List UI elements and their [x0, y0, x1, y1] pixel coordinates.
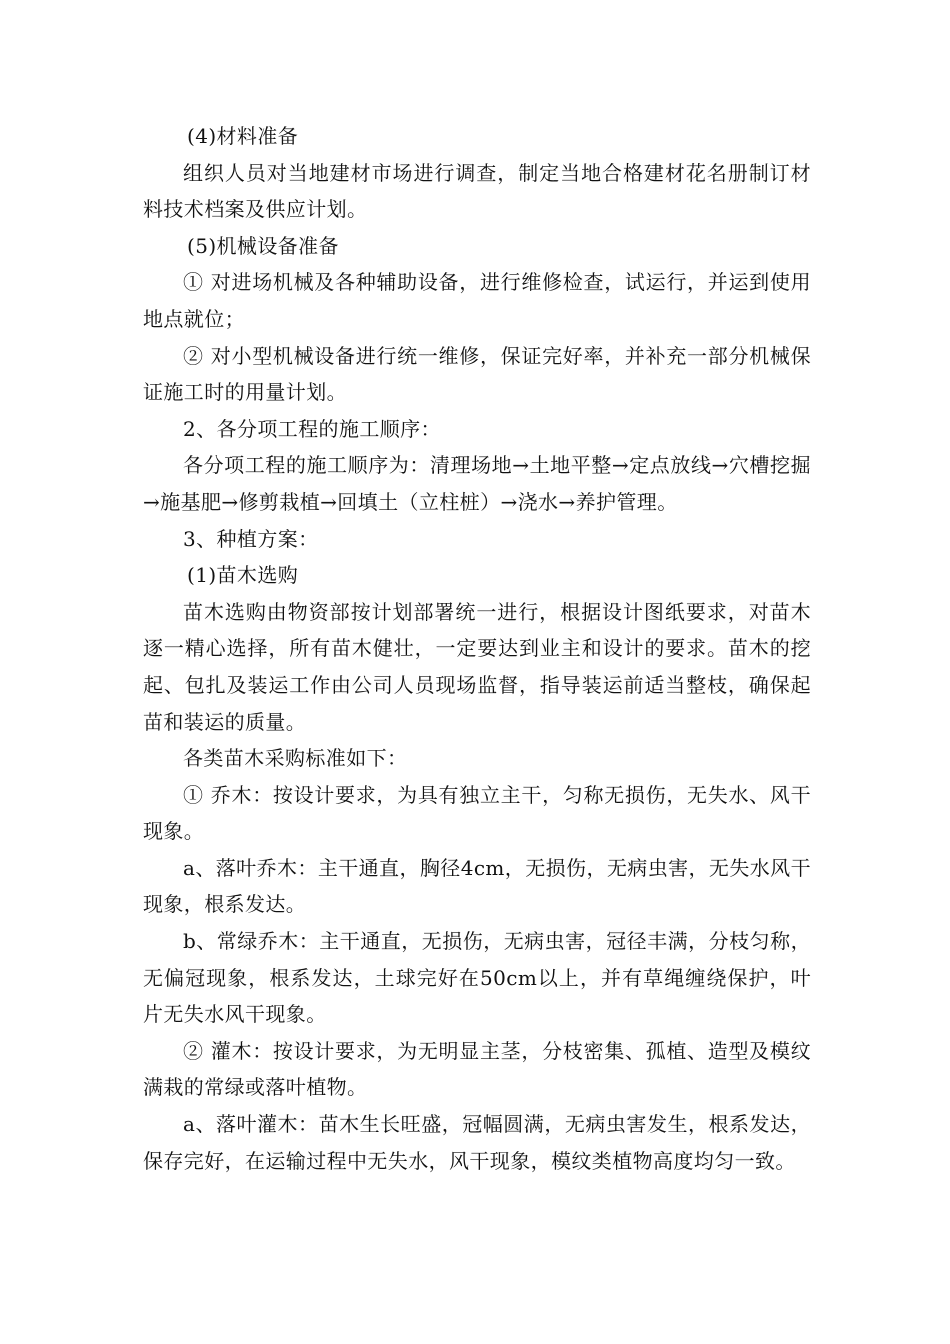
heading-planting-plan: 3、种植方案：	[183, 526, 319, 551]
document-body	[143, 118, 811, 1179]
heading-construction-sequence: 2、各分项工程的施工顺序：	[183, 416, 441, 441]
heading-material-prep: (4)材料准备	[187, 124, 299, 148]
heading-seedling-purchase: (1)苗木选购	[187, 563, 299, 588]
paragraph-deciduous-shrubs: a、落叶灌木：苗木生长旺盛，冠幅圆满，无病虫害发生，根系发达，保存完好，在运输过程中无失水，风干现象，模纹类植物高度均匀一致。	[143, 1112, 811, 1173]
paragraph-machinery-item-1: ① 对进场机械及各种辅助设备，进行维修检查，试运行，并运到使用地点就位；	[143, 270, 811, 331]
paragraph-material-prep: 组织人员对当地建材市场进行调查，制定当地合格建材花名册制订材料技术档案及供应计划。	[143, 160, 811, 222]
paragraph-machinery-item-2: ② 对小型机械设备进行统一维修，保证完好率，并补充一部分机械保证施工时的用量计划。	[143, 343, 811, 405]
paragraph-purchase-standards: 各类苗木采购标准如下：	[183, 746, 408, 771]
paragraph-trees: ① 乔木：按设计要求，为具有独立主干，匀称无损伤，无失水、风干现象。	[143, 782, 811, 844]
heading-machinery-prep: (5)机械设备准备	[187, 233, 339, 258]
paragraph-evergreen-trees: b、常绿乔木：主干通直，无损伤，无病虫害，冠径丰满，分枝匀称，无偏冠现象，根系发达，土球完好在50cm以上，并有草绳缠绕保护，叶片无失水风干现象。	[143, 929, 811, 1027]
paragraph-seedling-purchase: 苗木选购由物资部按计划部署统一进行，根据设计图纸要求，对苗木逐一精心选择，所有苗木健壮，一定要达到业主和设计的要求。苗木的挖起、包扎及装运工作由公司人员现场监督，指导装运前适当整枝，确保起苗和装运的质量。	[143, 599, 811, 734]
paragraph-shrubs: ② 灌木：按设计要求，为无明显主茎，分枝密集、孤植、造型及模纹满栽的常绿或落叶植物。	[143, 1038, 811, 1100]
paragraph-deciduous-trees: a、落叶乔木：主干通直，胸径4cm，无损伤，无病虫害，无失水风干现象，根系发达。	[143, 855, 811, 917]
paragraph-construction-sequence: 各分项工程的施工顺序为：清理场地→土地平整→定点放线→穴槽挖掘→施基肥→修剪栽植→回填土（立柱桩）→浇水→养护管理。	[143, 453, 811, 514]
